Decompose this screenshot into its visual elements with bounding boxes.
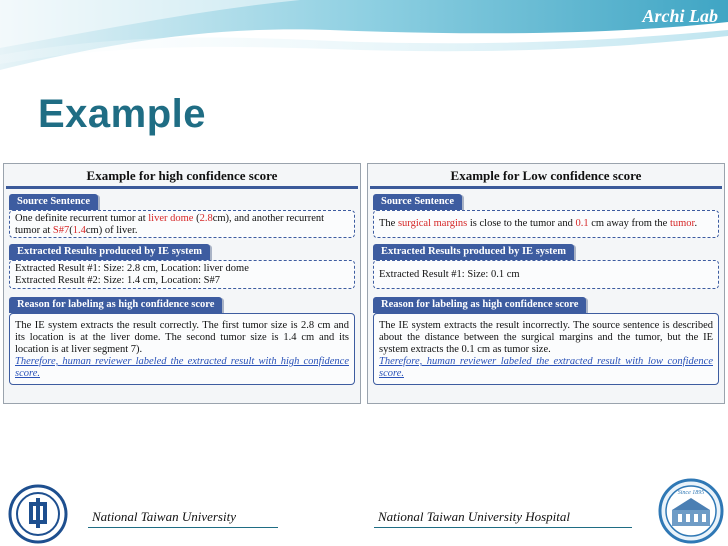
source-text: One definite recurrent tumor at bbox=[15, 213, 149, 224]
reason-conclusion: Therefore, human reviewer labeled the extracted result with low confidence score. bbox=[379, 356, 713, 379]
highlight-location: S#7 bbox=[52, 225, 70, 236]
highlight-term: surgical margins bbox=[397, 218, 468, 229]
panel-heading: Example for Low confidence score bbox=[450, 168, 642, 183]
source-text: The bbox=[379, 218, 398, 229]
extracted-results-tab: Extracted Results produced by IE system bbox=[9, 244, 210, 260]
extracted-results-box bbox=[9, 260, 355, 289]
source-sentence-tab: Source Sentence bbox=[373, 194, 462, 210]
source-text: cm), and another recurrent tumor at bbox=[15, 213, 325, 236]
heading-divider bbox=[370, 186, 722, 189]
source-sentence-tab: Source Sentence bbox=[9, 194, 98, 210]
footer-underline bbox=[88, 527, 278, 528]
high-confidence-panel bbox=[3, 163, 361, 404]
hospital-logo-caption: Since 1895 bbox=[677, 490, 705, 496]
slide-title: Example bbox=[38, 92, 207, 136]
reason-text: The IE system extracts the result incorrectly. The source sentence is described about the distance between the surgical margins and the tumor, but the IE system extracts the 0.1 cm as tumor size. bbox=[379, 320, 713, 355]
source-text: . bbox=[694, 218, 698, 229]
highlight-size: 2.8 bbox=[199, 213, 213, 224]
extracted-result-line: Extracted Result #2: Size: 1.4 cm, Location: S#7 bbox=[15, 275, 221, 286]
source-text: cm) of liver. bbox=[85, 225, 138, 236]
panel-heading: Example for high confidence score bbox=[86, 168, 278, 183]
extracted-results-box bbox=[373, 260, 719, 289]
reason-text: The IE system extracts the result correctly. The first tumor size is 2.8 cm and its location is at the liver dome. The second tumor size is 1.4 cm and its location is at liver segment 7). bbox=[15, 320, 349, 355]
ntuh-hospital-logo bbox=[658, 478, 724, 544]
highlight-size: 1.4 bbox=[72, 225, 86, 236]
lab-name: Archi Lab bbox=[642, 6, 718, 26]
highlight-location: liver dome bbox=[148, 213, 194, 224]
reason-conclusion: Therefore, human reviewer labeled the extracted result with high confidence score. bbox=[15, 356, 349, 379]
source-sentence-box bbox=[9, 210, 355, 238]
highlight-term: tumor bbox=[669, 218, 695, 229]
footer-hospital: National Taiwan University Hospital bbox=[378, 509, 571, 524]
highlight-size: 0.1 bbox=[575, 218, 589, 229]
reason-box bbox=[9, 313, 355, 385]
extracted-results-tab: Extracted Results produced by IE system bbox=[373, 244, 574, 260]
extracted-result-line: Extracted Result #1: Size: 2.8 cm, Location: liver dome bbox=[15, 263, 249, 274]
source-text: cm away from the bbox=[588, 218, 670, 229]
header-wave-background bbox=[0, 0, 728, 75]
source-sentence-box bbox=[373, 210, 719, 238]
heading-divider bbox=[6, 186, 358, 189]
reason-tab: Reason for labeling as high confidence score bbox=[373, 297, 586, 313]
source-text: is close to the tumor and bbox=[467, 218, 576, 229]
reason-tab: Reason for labeling as high confidence score bbox=[9, 297, 222, 313]
reason-box bbox=[373, 313, 719, 385]
source-text: ( bbox=[69, 225, 73, 236]
source-text: ( bbox=[193, 213, 200, 224]
low-confidence-panel bbox=[367, 163, 725, 404]
footer-underline bbox=[374, 527, 632, 528]
footer-university: National Taiwan University bbox=[92, 509, 236, 524]
extracted-result-line: Extracted Result #1: Size: 0.1 cm bbox=[379, 269, 520, 280]
ntu-seal-logo bbox=[8, 484, 68, 544]
